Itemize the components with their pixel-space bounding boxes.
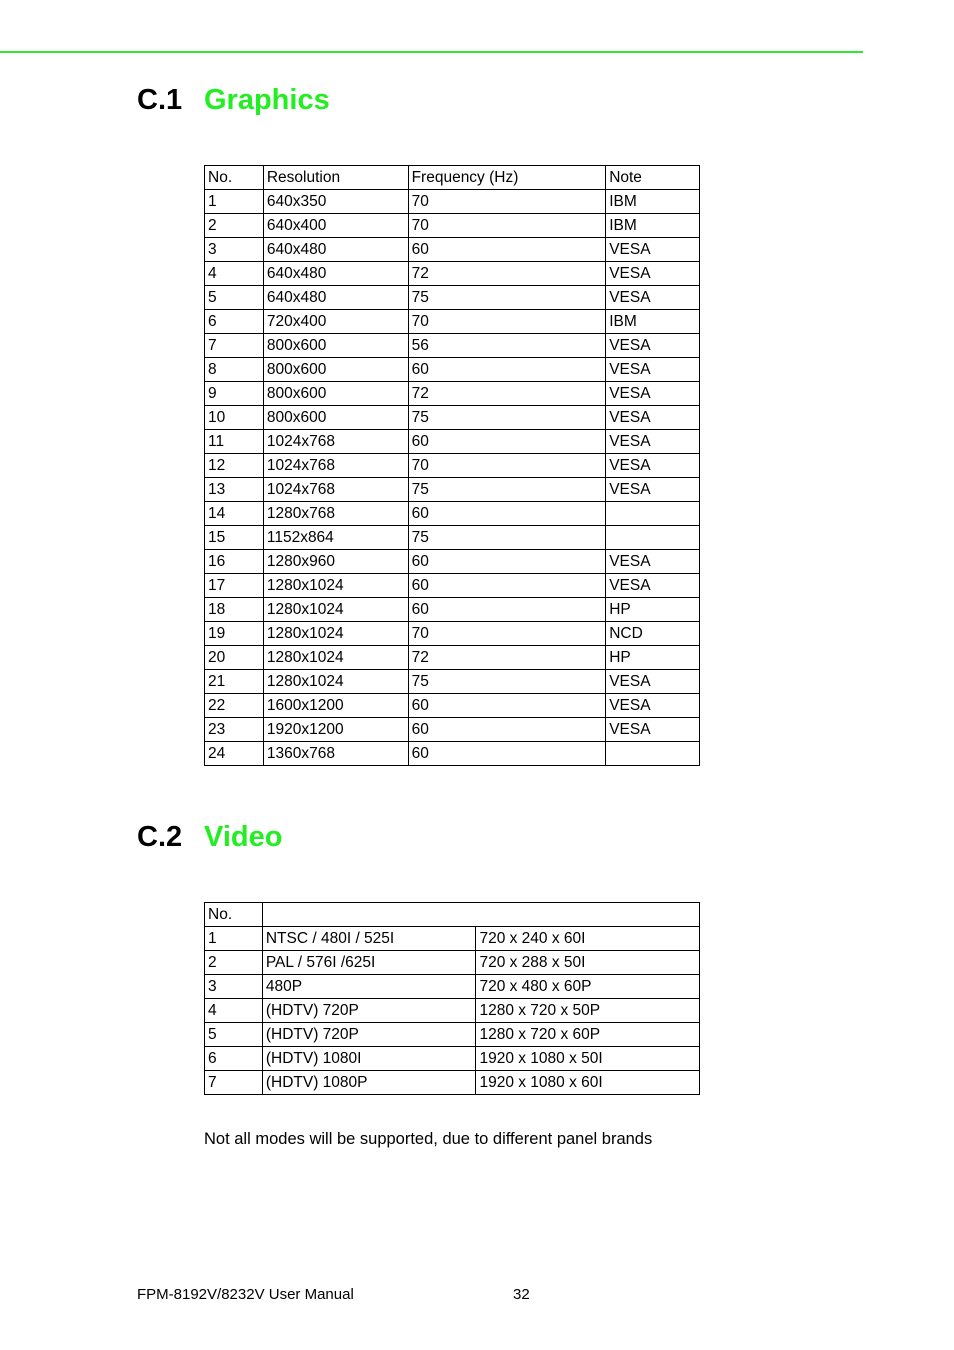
cell-resolution: 800x600 xyxy=(263,406,408,430)
cell-note xyxy=(606,502,700,526)
table-row xyxy=(205,574,700,598)
cell-frequency: 70 xyxy=(408,190,606,214)
cell-resolution: 1360x768 xyxy=(263,742,408,766)
cell-standard: 480P xyxy=(262,975,476,999)
cell-frequency: 60 xyxy=(408,694,606,718)
table-header-row xyxy=(205,166,700,190)
cell-frequency: 70 xyxy=(408,622,606,646)
cell-resolution: 1024x768 xyxy=(263,454,408,478)
section-heading-graphics xyxy=(137,83,330,117)
table-row xyxy=(205,622,700,646)
footer-page-number: 32 xyxy=(513,1286,530,1303)
table-row xyxy=(205,334,700,358)
cell-resolution: 640x480 xyxy=(263,286,408,310)
table-row xyxy=(205,646,700,670)
cell-no: 1 xyxy=(205,190,264,214)
cell-standard: NTSC / 480I / 525I xyxy=(262,927,476,951)
cell-resolution: 1152x864 xyxy=(263,526,408,550)
column-header: No. xyxy=(205,903,263,927)
cell-frequency: 60 xyxy=(408,550,606,574)
cell-resolution: 1280x1024 xyxy=(263,574,408,598)
cell-frequency: 60 xyxy=(408,574,606,598)
table-row xyxy=(205,951,700,975)
cell-note xyxy=(606,742,700,766)
cell-no: 4 xyxy=(205,262,264,286)
cell-note: IBM xyxy=(606,190,700,214)
cell-no: 1 xyxy=(205,927,263,951)
cell-note: VESA xyxy=(606,382,700,406)
cell-frequency: 60 xyxy=(408,238,606,262)
cell-no: 17 xyxy=(205,574,264,598)
cell-resolution: 640x480 xyxy=(263,238,408,262)
table-row xyxy=(205,286,700,310)
table-row xyxy=(205,550,700,574)
cell-note xyxy=(606,526,700,550)
cell-frequency: 70 xyxy=(408,214,606,238)
cell-resolution: 1280x1024 xyxy=(263,622,408,646)
cell-frequency: 70 xyxy=(408,310,606,334)
cell-resolution: 1280x960 xyxy=(263,550,408,574)
table-row xyxy=(205,1023,700,1047)
cell-no: 10 xyxy=(205,406,264,430)
cell-timing: 1920 x 1080 x 60I xyxy=(476,1071,700,1095)
cell-no: 5 xyxy=(205,1023,263,1047)
cell-no: 9 xyxy=(205,382,264,406)
cell-frequency: 60 xyxy=(408,742,606,766)
column-header: No. xyxy=(205,166,264,190)
cell-resolution: 640x400 xyxy=(263,214,408,238)
table-row xyxy=(205,214,700,238)
table-row xyxy=(205,406,700,430)
section-title: Graphics xyxy=(204,84,330,116)
column-header: Note xyxy=(606,166,700,190)
cell-no: 11 xyxy=(205,430,264,454)
cell-note: IBM xyxy=(606,310,700,334)
cell-timing: 1280 x 720 x 50P xyxy=(476,999,700,1023)
table-row xyxy=(205,694,700,718)
cell-note: VESA xyxy=(606,334,700,358)
cell-no: 19 xyxy=(205,622,264,646)
cell-no: 3 xyxy=(205,975,263,999)
table-row xyxy=(205,454,700,478)
section-number: C.1 xyxy=(137,84,183,116)
cell-resolution: 1280x768 xyxy=(263,502,408,526)
table-row xyxy=(205,262,700,286)
video-modes-table xyxy=(204,902,700,1095)
cell-no: 16 xyxy=(205,550,264,574)
cell-timing: 1280 x 720 x 60P xyxy=(476,1023,700,1047)
cell-frequency: 60 xyxy=(408,718,606,742)
cell-resolution: 800x600 xyxy=(263,358,408,382)
cell-note: VESA xyxy=(606,238,700,262)
cell-standard: PAL / 576I /625I xyxy=(262,951,476,975)
cell-no: 20 xyxy=(205,646,264,670)
section-heading-video xyxy=(137,820,282,854)
cell-no: 4 xyxy=(205,999,263,1023)
cell-frequency: 75 xyxy=(408,670,606,694)
cell-no: 14 xyxy=(205,502,264,526)
cell-no: 21 xyxy=(205,670,264,694)
table-row xyxy=(205,999,700,1023)
cell-note: VESA xyxy=(606,406,700,430)
table-row xyxy=(205,598,700,622)
cell-resolution: 1280x1024 xyxy=(263,670,408,694)
cell-standard: (HDTV) 1080P xyxy=(262,1071,476,1095)
table-row xyxy=(205,310,700,334)
cell-note: VESA xyxy=(606,694,700,718)
cell-resolution: 1280x1024 xyxy=(263,646,408,670)
cell-no: 7 xyxy=(205,1071,263,1095)
footer-manual-title: FPM-8192V/8232V User Manual xyxy=(137,1286,354,1303)
table-row xyxy=(205,670,700,694)
cell-frequency: 72 xyxy=(408,646,606,670)
cell-note: VESA xyxy=(606,358,700,382)
cell-note: VESA xyxy=(606,718,700,742)
cell-no: 22 xyxy=(205,694,264,718)
cell-no: 13 xyxy=(205,478,264,502)
cell-note: VESA xyxy=(606,430,700,454)
cell-no: 6 xyxy=(205,310,264,334)
cell-timing: 1920 x 1080 x 50I xyxy=(476,1047,700,1071)
cell-note: VESA xyxy=(606,550,700,574)
cell-frequency: 56 xyxy=(408,334,606,358)
cell-no: 8 xyxy=(205,358,264,382)
cell-note: VESA xyxy=(606,670,700,694)
cell-frequency: 72 xyxy=(408,262,606,286)
table-row xyxy=(205,1071,700,1095)
header-rule xyxy=(0,51,863,53)
support-note: Not all modes will be supported, due to different panel brands xyxy=(204,1130,653,1148)
cell-frequency: 60 xyxy=(408,598,606,622)
cell-note: VESA xyxy=(606,454,700,478)
cell-note: HP xyxy=(606,646,700,670)
table-row xyxy=(205,526,700,550)
cell-resolution: 1024x768 xyxy=(263,430,408,454)
cell-standard: (HDTV) 720P xyxy=(262,999,476,1023)
cell-no: 12 xyxy=(205,454,264,478)
cell-note: NCD xyxy=(606,622,700,646)
cell-note: VESA xyxy=(606,286,700,310)
cell-standard: (HDTV) 1080I xyxy=(262,1047,476,1071)
cell-no: 5 xyxy=(205,286,264,310)
cell-resolution: 800x600 xyxy=(263,382,408,406)
cell-frequency: 75 xyxy=(408,286,606,310)
table-row xyxy=(205,430,700,454)
cell-no: 2 xyxy=(205,214,264,238)
table-row xyxy=(205,975,700,999)
cell-frequency: 70 xyxy=(408,454,606,478)
cell-frequency: 75 xyxy=(408,406,606,430)
table-row xyxy=(205,238,700,262)
cell-note: IBM xyxy=(606,214,700,238)
table-row xyxy=(205,382,700,406)
column-header: Resolution xyxy=(263,166,408,190)
cell-note: VESA xyxy=(606,478,700,502)
table-row xyxy=(205,742,700,766)
cell-note: VESA xyxy=(606,574,700,598)
cell-note: VESA xyxy=(606,262,700,286)
graphics-modes-table xyxy=(204,165,700,766)
cell-no: 2 xyxy=(205,951,263,975)
cell-timing: 720 x 288 x 50I xyxy=(476,951,700,975)
cell-frequency: 75 xyxy=(408,478,606,502)
section-number: C.2 xyxy=(137,821,183,853)
section-title: Video xyxy=(204,821,283,853)
cell-no: 7 xyxy=(205,334,264,358)
cell-frequency: 60 xyxy=(408,358,606,382)
table-header-row xyxy=(205,903,700,927)
cell-no: 3 xyxy=(205,238,264,262)
cell-no: 15 xyxy=(205,526,264,550)
cell-timing: 720 x 480 x 60P xyxy=(476,975,700,999)
cell-resolution: 1600x1200 xyxy=(263,694,408,718)
table-row xyxy=(205,502,700,526)
cell-resolution: 1280x1024 xyxy=(263,598,408,622)
cell-resolution: 720x400 xyxy=(263,310,408,334)
cell-no: 23 xyxy=(205,718,264,742)
cell-standard: (HDTV) 720P xyxy=(262,1023,476,1047)
cell-timing: 720 x 240 x 60I xyxy=(476,927,700,951)
table-row xyxy=(205,358,700,382)
cell-resolution: 640x480 xyxy=(263,262,408,286)
cell-no: 24 xyxy=(205,742,264,766)
cell-resolution: 800x600 xyxy=(263,334,408,358)
table-row xyxy=(205,190,700,214)
table-row xyxy=(205,927,700,951)
cell-no: 18 xyxy=(205,598,264,622)
cell-resolution: 1920x1200 xyxy=(263,718,408,742)
cell-frequency: 60 xyxy=(408,502,606,526)
table-row xyxy=(205,1047,700,1071)
table-row xyxy=(205,478,700,502)
table-row xyxy=(205,718,700,742)
column-header-empty xyxy=(262,903,699,927)
cell-frequency: 75 xyxy=(408,526,606,550)
cell-resolution: 640x350 xyxy=(263,190,408,214)
cell-frequency: 60 xyxy=(408,430,606,454)
cell-note: HP xyxy=(606,598,700,622)
column-header: Frequency (Hz) xyxy=(408,166,606,190)
cell-frequency: 72 xyxy=(408,382,606,406)
cell-resolution: 1024x768 xyxy=(263,478,408,502)
cell-no: 6 xyxy=(205,1047,263,1071)
